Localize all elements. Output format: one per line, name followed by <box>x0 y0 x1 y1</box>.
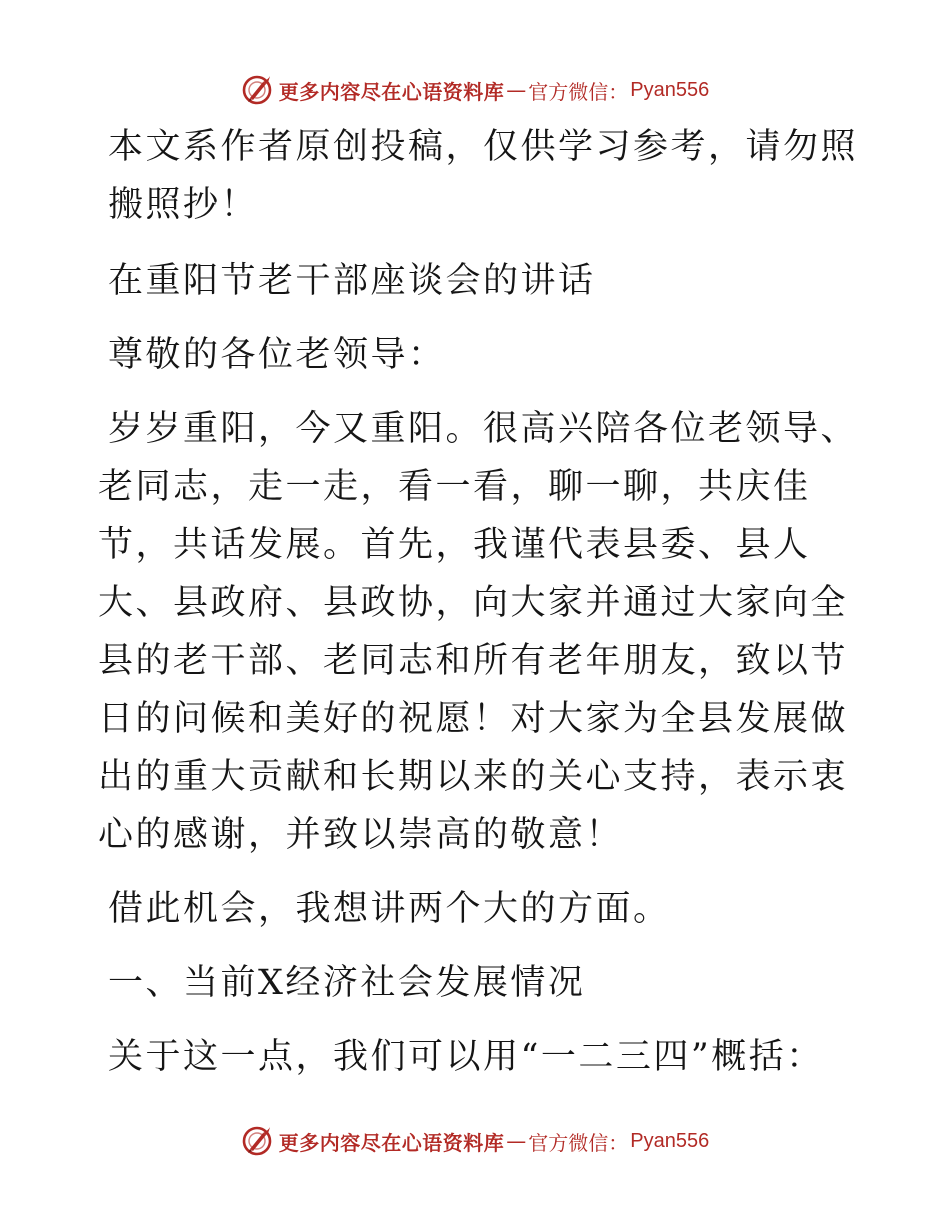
banner-wechat-id: Pyan556 <box>630 78 710 101</box>
footer-banner-inner <box>241 1125 709 1157</box>
speech-greeting: 尊敬的各位老领导： <box>108 335 446 375</box>
section-heading: 一、当前X经济社会发展情况 <box>108 963 586 1003</box>
body-paragraph: 关于这一点，我们可以用“一二三四”概括： <box>108 1037 824 1077</box>
footer-banner <box>0 1121 950 1161</box>
document-content <box>98 118 858 1086</box>
banner-separator: — <box>506 78 527 102</box>
banner-main-text: 更多内容尽在心语资料库 <box>278 79 505 104</box>
body-paragraph: 岁岁重阳，今又重阳。很高兴陪各位老领导、老同志，走一走，看一看，聊一聊，共庆佳节，共话发展。首先，我谨代表县委、县人大、县政府、县政协，向大家并通过大家向全县的老干部、老同志和所有老年朋友，致以节日的问候和美好的祝愿！对大家为全县发展做出的重大贡献和长期以来的关心支持，表示衷心的感谢，并致以崇高的敬意！ <box>98 409 859 855</box>
banner-wechat-label: 官方微信： <box>528 1130 629 1155</box>
banner-wechat-label: 官方微信： <box>528 79 629 104</box>
banner-main-text: 更多内容尽在心语资料库 <box>278 1130 505 1155</box>
body-paragraph: 借此机会，我想讲两个大的方面。 <box>108 889 671 929</box>
quill-pen-circle-icon <box>241 1125 273 1157</box>
header-banner <box>0 70 950 110</box>
copyright-notice: 本文系作者原创投稿，仅供学习参考，请勿照搬照抄！ <box>108 127 859 225</box>
speech-title: 在重阳节老干部座谈会的讲话 <box>108 261 596 301</box>
banner-separator: — <box>506 1129 527 1153</box>
header-banner-inner <box>241 74 709 106</box>
quill-pen-circle-icon <box>241 74 273 106</box>
banner-wechat-id: Pyan556 <box>630 1129 710 1152</box>
